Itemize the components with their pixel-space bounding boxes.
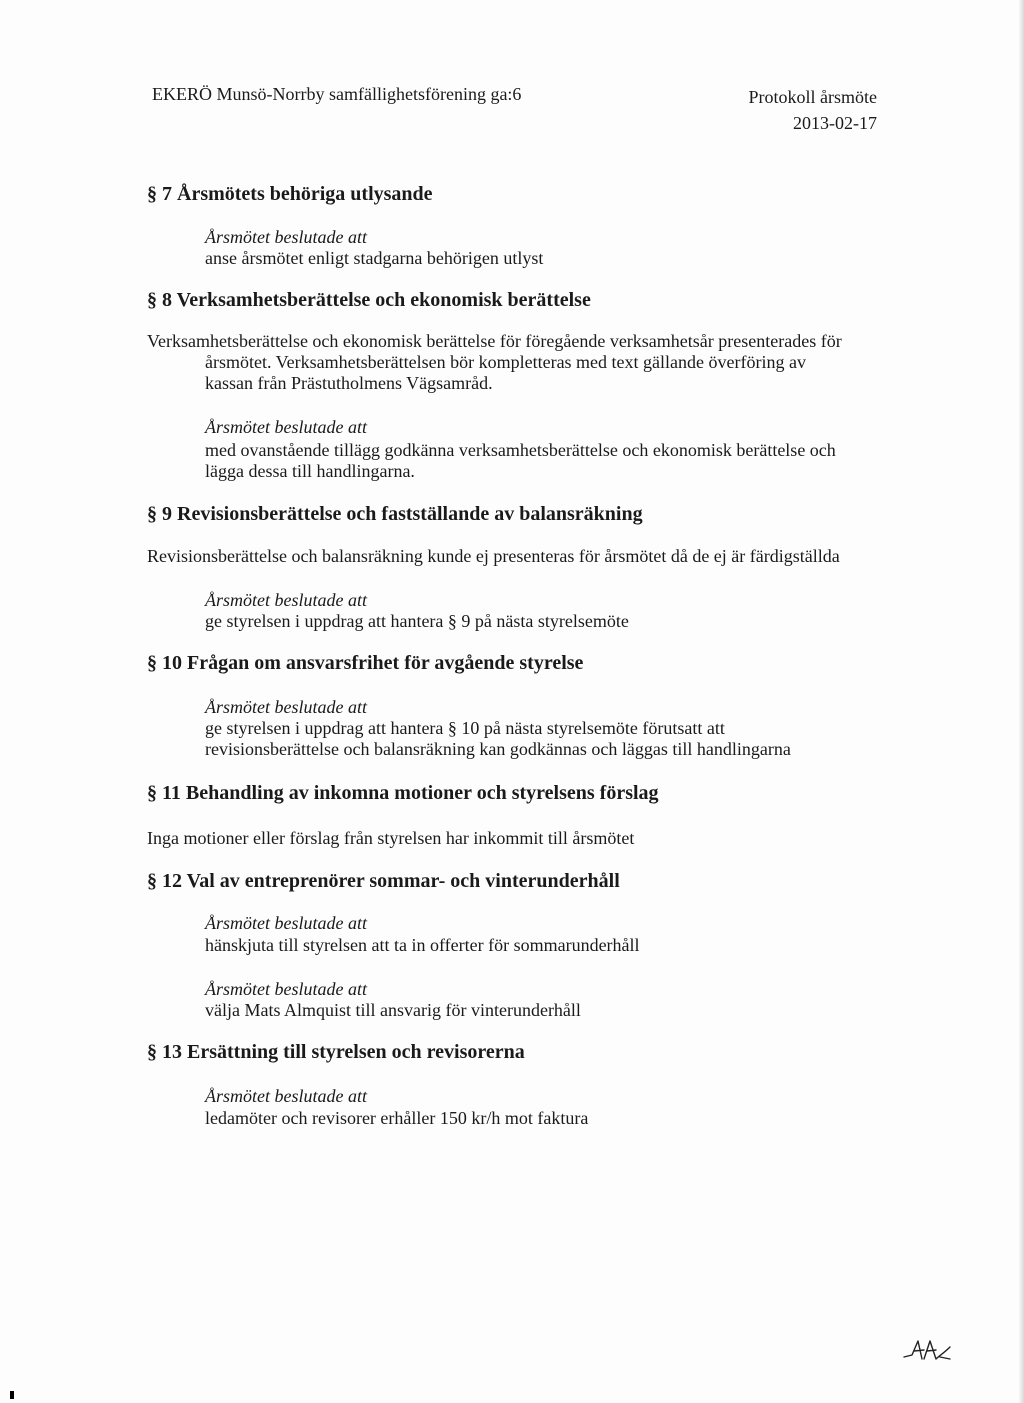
- section-8-heading: § 8 Verksamhetsberättelse och ekonomisk berättelse: [147, 289, 591, 311]
- page-edge-shadow: [1018, 0, 1024, 1403]
- section-10-decision-label: Årsmötet beslutade att: [205, 697, 367, 717]
- section-8-body-line-3: kassan från Prästutholmens Vägsamråd.: [205, 373, 493, 393]
- section-13-decision-label: Årsmötet beslutade att: [205, 1086, 367, 1106]
- section-13-heading: § 13 Ersättning till styrelsen och revisorerna: [147, 1041, 525, 1063]
- handwritten-initials-signature: [900, 1335, 960, 1365]
- document-meta: [749, 84, 878, 136]
- section-8-decision-label: Årsmötet beslutade att: [205, 417, 367, 437]
- section-7-decision-label: Årsmötet beslutade att: [205, 227, 367, 247]
- section-11-heading: § 11 Behandling av inkomna motioner och styrelsens förslag: [147, 782, 659, 804]
- section-12-decision-2-text: välja Mats Almquist till ansvarig för vinterunderhåll: [205, 1000, 581, 1020]
- section-11-body: Inga motioner eller förslag från styrelsen har inkommit till årsmötet: [147, 828, 635, 848]
- section-8-body-line-2: årsmötet. Verksamhetsberättelsen bör kompletteras med text gällande överföring av: [205, 352, 806, 372]
- section-8-decision-line-1: med ovanstående tillägg godkänna verksamhetsberättelse och ekonomisk berättelse och: [205, 440, 836, 460]
- section-12-decision-2-label: Årsmötet beslutade att: [205, 979, 367, 999]
- document-type: Protokoll årsmöte: [748, 87, 877, 107]
- section-10-decision-line-1: ge styrelsen i uppdrag att hantera § 10 på nästa styrelsemöte förutsatt att: [205, 718, 725, 738]
- section-7-heading: § 7 Årsmötets behöriga utlysande: [147, 183, 433, 205]
- section-9-body: Revisionsberättelse och balansräkning kunde ej presenteras för årsmötet då de ej är färdigställda: [147, 546, 840, 566]
- section-9-decision-label: Årsmötet beslutade att: [205, 590, 367, 610]
- section-12-decision-1-text: hänskjuta till styrelsen att ta in offerter för sommarunderhåll: [205, 935, 640, 955]
- section-8-decision-line-2: lägga dessa till handlingarna.: [205, 461, 415, 481]
- section-7-decision-text: anse årsmötet enligt stadgarna behörigen utlyst: [205, 248, 544, 268]
- section-9-heading: § 9 Revisionsberättelse och fastställande av balansräkning: [147, 503, 643, 525]
- section-10-decision-line-2: revisionsberättelse och balansräkning kan godkännas och läggas till handlingarna: [205, 739, 791, 759]
- scan-mark: [10, 1391, 14, 1399]
- section-9-decision-text: ge styrelsen i uppdrag att hantera § 9 på nästa styrelsemöte: [205, 611, 629, 631]
- section-12-heading: § 12 Val av entreprenörer sommar- och vinterunderhåll: [147, 870, 620, 892]
- section-12-decision-1-label: Årsmötet beslutade att: [205, 913, 367, 933]
- document-date: 2013-02-17: [793, 113, 877, 133]
- section-13-decision-text: ledamöter och revisorer erhåller 150 kr/h mot faktura: [205, 1108, 589, 1128]
- section-10-heading: § 10 Frågan om ansvarsfrihet för avgående styrelse: [147, 652, 584, 674]
- association-name: EKERÖ Munsö-Norrby samfällighetsförening ga:6: [152, 84, 522, 104]
- section-8-body-line-1: Verksamhetsberättelse och ekonomisk berättelse för föregående verksamhetsår presenterades för: [147, 331, 842, 351]
